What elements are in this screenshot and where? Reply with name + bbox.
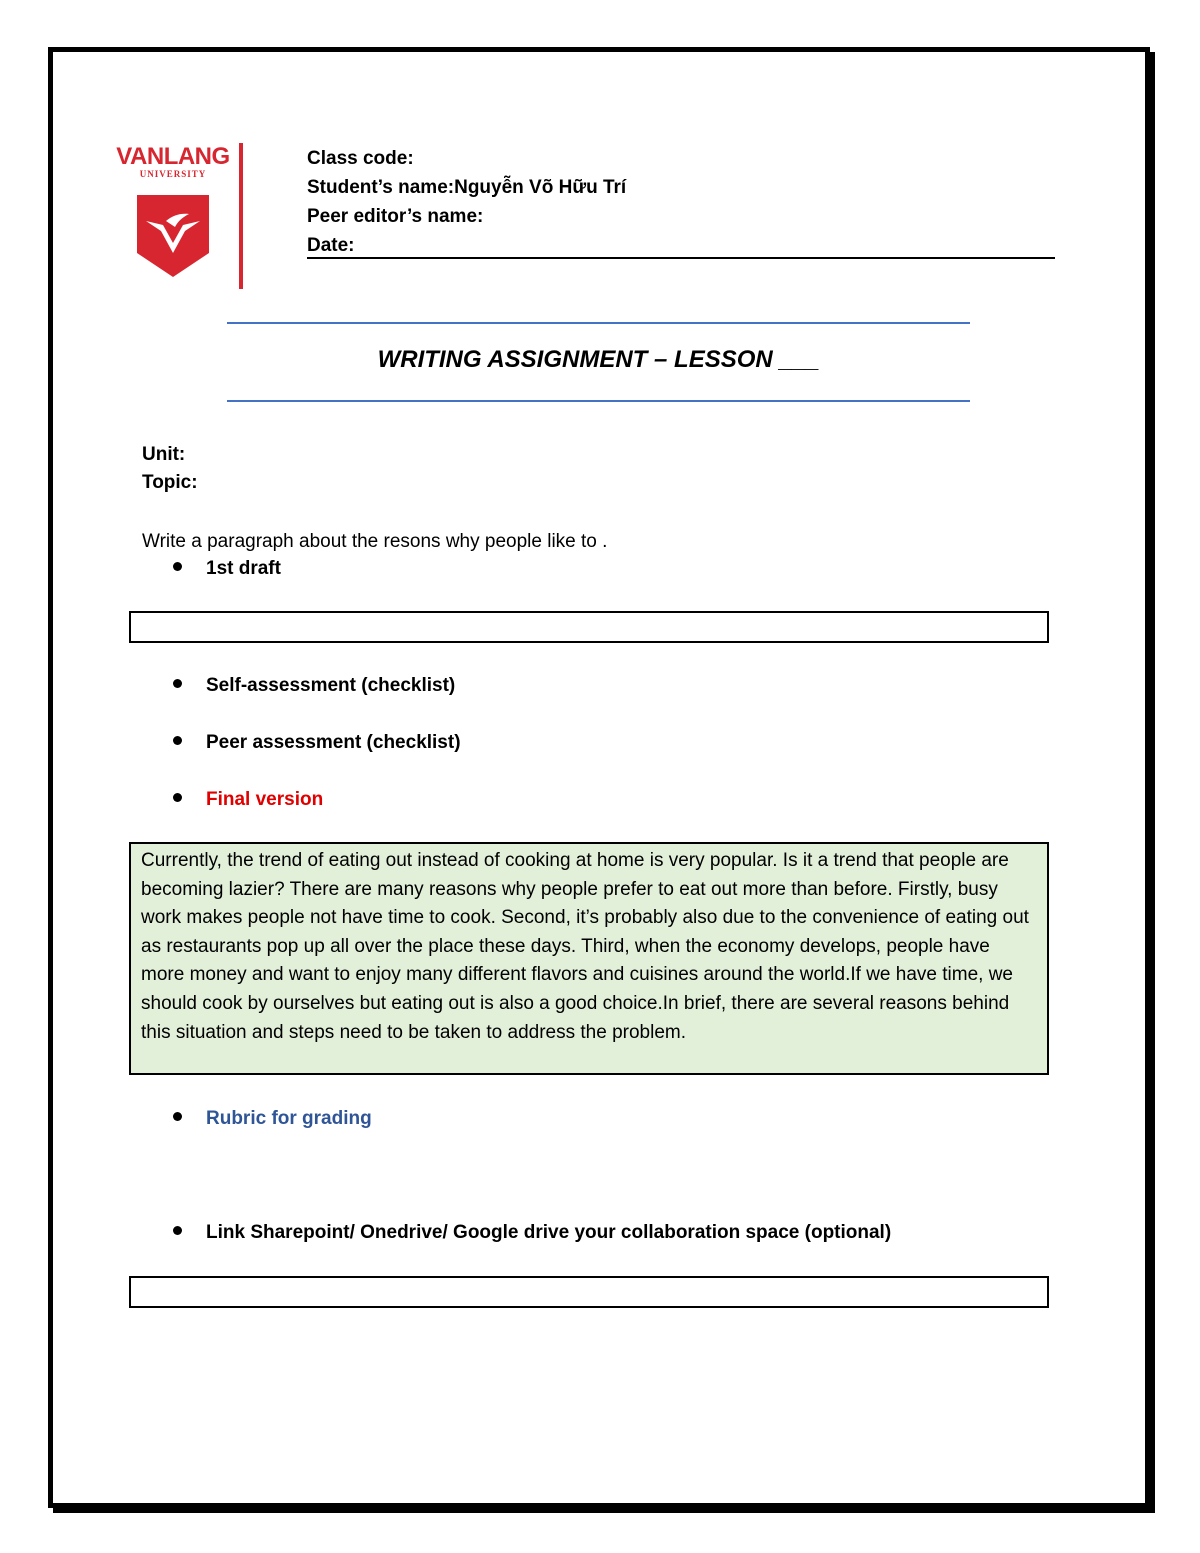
title-rule-top	[227, 322, 970, 324]
header-info	[307, 144, 1055, 260]
bullet-dot-icon	[173, 679, 182, 688]
bullet-rubric	[173, 1105, 372, 1133]
topic-label: Topic:	[142, 472, 198, 493]
bullet-dot-icon	[173, 1226, 182, 1235]
bullet-first-draft	[173, 555, 281, 583]
student-name-label: Student’s name:Nguyễn Võ Hữu Trí	[307, 177, 627, 198]
bullet-peer-assessment	[173, 729, 461, 757]
shield-logo-icon	[133, 191, 213, 279]
link-field[interactable]	[129, 1276, 1049, 1308]
unit-label: Unit:	[142, 444, 186, 465]
bullet-final-version	[173, 786, 323, 814]
instruction-text: Write a paragraph about the resons why people like to .	[142, 531, 608, 552]
final-version-text[interactable]: Currently, the trend of eating out instead of cooking at home is very popular. Is it a trend that people are becoming lazier? There are many reasons why people prefer to eat out more than before. Firstly, busy work makes people not have time to cook. Second, it’s probably also due to the convenience of eating out as restaurants pop up all over the place these days. Third, when the economy develops, people have more money and want to enjoy many different flavors and cuisines around the world.If we have time, we should cook by ourselves but eating out is also a good choice.In brief, there are several reasons behind this situation and steps need to be taken to address the problem.	[129, 842, 1049, 1075]
bullet-link	[173, 1219, 891, 1247]
logo-subword: UNIVERSITY	[139, 169, 207, 179]
rubric-label: Rubric for grading	[206, 1108, 372, 1129]
first-draft-field[interactable]	[129, 611, 1049, 643]
first-draft-label: 1st draft	[206, 558, 281, 579]
peer-assessment-label: Peer assessment (checklist)	[206, 732, 461, 753]
link-label: Link Sharepoint/ Onedrive/ Google drive your collaboration space (optional)	[206, 1222, 892, 1243]
final-version-label: Final version	[206, 789, 324, 810]
self-assessment-label: Self-assessment (checklist)	[206, 675, 456, 696]
class-code-label: Class code:	[307, 148, 414, 169]
logo-divider	[239, 143, 243, 289]
logo-wordmark: VANLANG	[116, 143, 230, 170]
bullet-dot-icon	[173, 793, 182, 802]
bullet-dot-icon	[173, 1112, 182, 1121]
header-underline	[307, 257, 1055, 259]
title-rule-bottom	[227, 400, 970, 402]
bullet-dot-icon	[173, 736, 182, 745]
date-label: Date:	[307, 235, 355, 256]
bullet-self-assessment	[173, 672, 455, 700]
page-title: WRITING ASSIGNMENT – LESSON ___	[377, 346, 820, 373]
peer-editor-label: Peer editor’s name:	[307, 206, 484, 227]
bullet-dot-icon	[173, 562, 182, 571]
